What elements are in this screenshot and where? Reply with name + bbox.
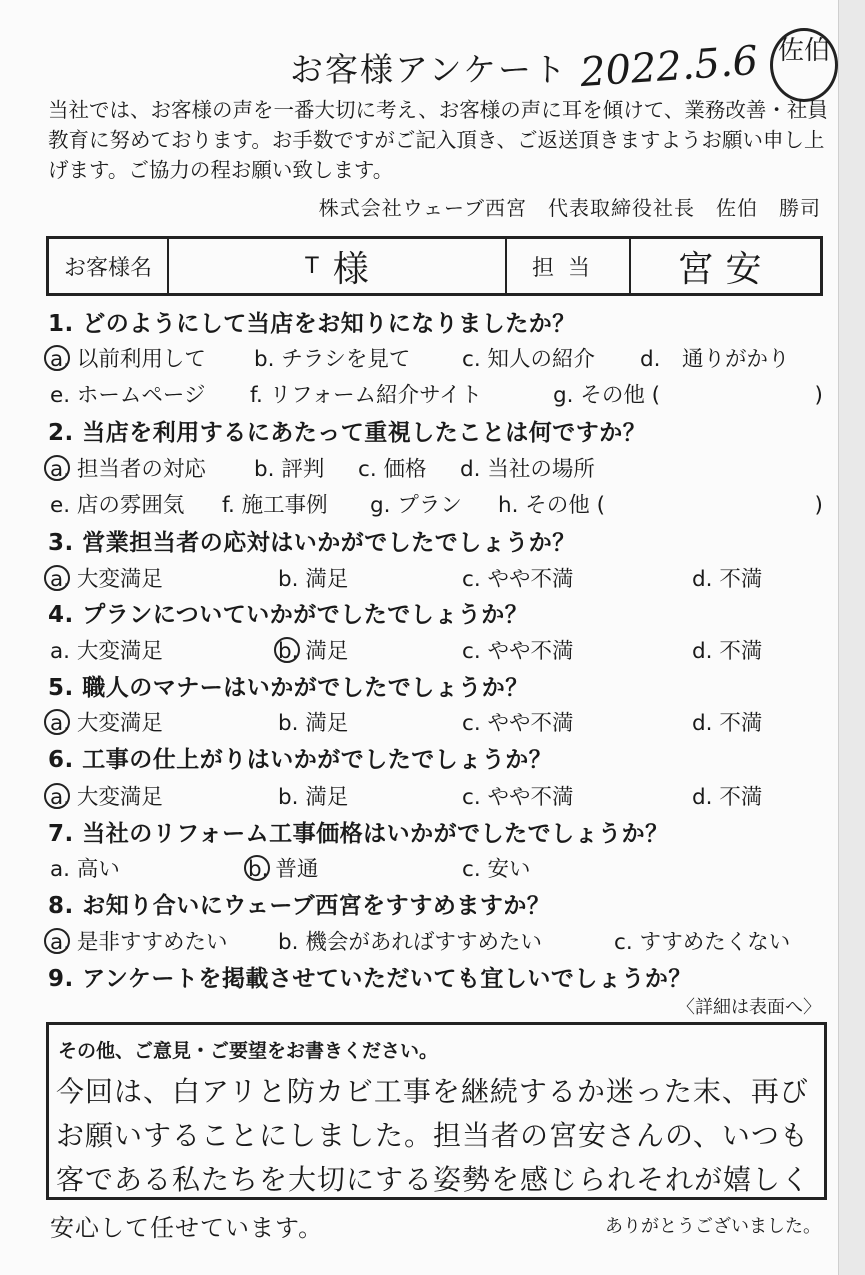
q2-option-e[interactable]: e. 店の雰囲気 [50,493,185,518]
q1-option-g[interactable]: g. その他 ( [553,383,661,408]
question-8: 8. お知り合いにウェーブ西宮をすすめますか？ [48,893,551,919]
q1-option-e[interactable]: e. ホームページ [50,383,206,408]
selection-circle [44,709,70,735]
q4-option-b[interactable]: b. 満足 [278,639,349,664]
q2-option-d[interactable]: d. 当社の場所 [460,457,595,482]
staff-name[interactable]: 宮安 [677,248,774,290]
customer-name-cell[interactable] [169,239,507,293]
q2-option-h-close: ) [793,493,823,518]
selection-circle [274,637,300,663]
q3-option-b[interactable]: b. 満足 [278,567,349,592]
q7-option-b[interactable]: b. 普通 [248,857,319,882]
q6-option-d[interactable]: d. 不満 [692,785,763,810]
q2-option-b[interactable]: b. 評判 [254,457,325,482]
survey-title: お客様アンケート [290,50,569,89]
customer-name-label: お客様名 [49,239,169,293]
q3-option-d[interactable]: d. 不満 [692,567,763,592]
q7-option-c[interactable]: c. 安い [462,857,531,882]
q3-option-c[interactable]: c. やや不満 [462,567,574,592]
comment-line-1: 今回は、白アリと防カビ工事を継続するか迷った末、再び [56,1075,809,1108]
comment-line-4: 安心して任せています。 [50,1214,324,1242]
q8-option-a[interactable]: a. 是非すすめたい [50,930,228,955]
q2-option-h[interactable]: h. その他 ( [498,493,606,518]
intro-text: 当社では、お客様の声を一番大切に考え、お客様の声に耳を傾けて、業務改善・社員教育に努めております。お手数ですがご記入頂き、ご返送頂きますようお願い申し上げます。ご協力の程お願い致します。 [48,98,828,182]
q1-option-c[interactable]: c. 知人の紹介 [462,347,595,372]
question-1: 1. どのようにして当店をお知りになりましたか？ [48,311,576,337]
customer-info-table [46,236,823,296]
q5-option-a[interactable]: a. 大変満足 [50,711,163,736]
question-9: 9. アンケートを掲載させていただいても宜しいでしょうか？ [48,966,692,992]
q1-option-d[interactable]: d. 通りがかり [640,347,790,372]
q4-option-d[interactable]: d. 不満 [692,639,763,664]
customer-initial: T [305,253,319,279]
q6-option-a[interactable]: a. 大変満足 [50,785,163,810]
selection-circle [244,855,270,881]
q2-option-a[interactable]: a. 担当者の対応 [50,457,206,482]
handwritten-date: 2022.5.6 [578,37,760,97]
q6-option-b[interactable]: b. 満足 [278,785,349,810]
question-4: 4. プランについていかがでしたでしょうか？ [48,602,529,628]
q1-option-a[interactable]: a. 以前利用して [50,347,206,372]
q4-option-a[interactable]: a. 大変満足 [50,639,163,664]
q3-option-a[interactable]: a. 大変満足 [50,567,163,592]
company-signature: 株式会社ウェーブ西宮 代表取締役社長 佐伯 勝司 [318,196,821,220]
selection-circle [44,928,70,954]
q5-option-d[interactable]: d. 不満 [692,711,763,736]
selection-circle [44,345,70,371]
question-3: 3. 営業担当者の応対はいかがでしたでしょうか？ [48,530,576,556]
q2-option-c[interactable]: c. 価格 [358,457,427,482]
selection-circle [44,565,70,591]
q6-option-c[interactable]: c. やや不満 [462,785,574,810]
detail-note: 〈詳細は表面へ〉 [677,997,821,1018]
question-7: 7. 当社のリフォーム工事価格はいかがでしたでしょうか？ [48,821,669,847]
q5-option-c[interactable]: c. やや不満 [462,711,574,736]
staff-label: 担当 [507,239,631,293]
q5-option-b[interactable]: b. 満足 [278,711,349,736]
comment-line-2: お願いすることにしました。担当者の宮安さんの、いつも [56,1119,809,1152]
q2-option-g[interactable]: g. プラン [370,493,462,518]
q1-option-f[interactable]: f. リフォーム紹介サイト [250,383,483,408]
question-6: 6. 工事の仕上がりはいかがでしたでしょうか？ [48,747,553,773]
seal-stamp: 佐伯 [770,28,838,102]
q7-option-a[interactable]: a. 高い [50,857,120,882]
selection-circle [44,783,70,809]
q1-option-b[interactable]: b. チラシを見て [254,347,411,372]
comment-line-3: 客である私たちを大切にする姿勢を感じられそれが嬉しく [56,1163,811,1196]
q8-option-b[interactable]: b. 機会があればすすめたい [278,930,543,955]
question-5: 5. 職人のマナーはいかがでしたでしょうか？ [48,675,529,701]
comments-label: その他、ご意見・ご要望をお書きください。 [58,1040,439,1062]
q2-option-f[interactable]: f. 施工事例 [222,493,328,518]
selection-circle [44,455,70,481]
question-2: 2. 当店を利用するにあたって重視したことは何ですか？ [48,420,647,446]
customer-honorific: 様 [332,248,369,290]
q1-option-g-close: ) [793,383,823,408]
thanks-text: ありがとうございました。 [605,1216,821,1237]
q8-option-c[interactable]: c. すすめたくない [614,930,791,955]
page-edge [838,0,865,1275]
q4-option-c[interactable]: c. やや不満 [462,639,574,664]
